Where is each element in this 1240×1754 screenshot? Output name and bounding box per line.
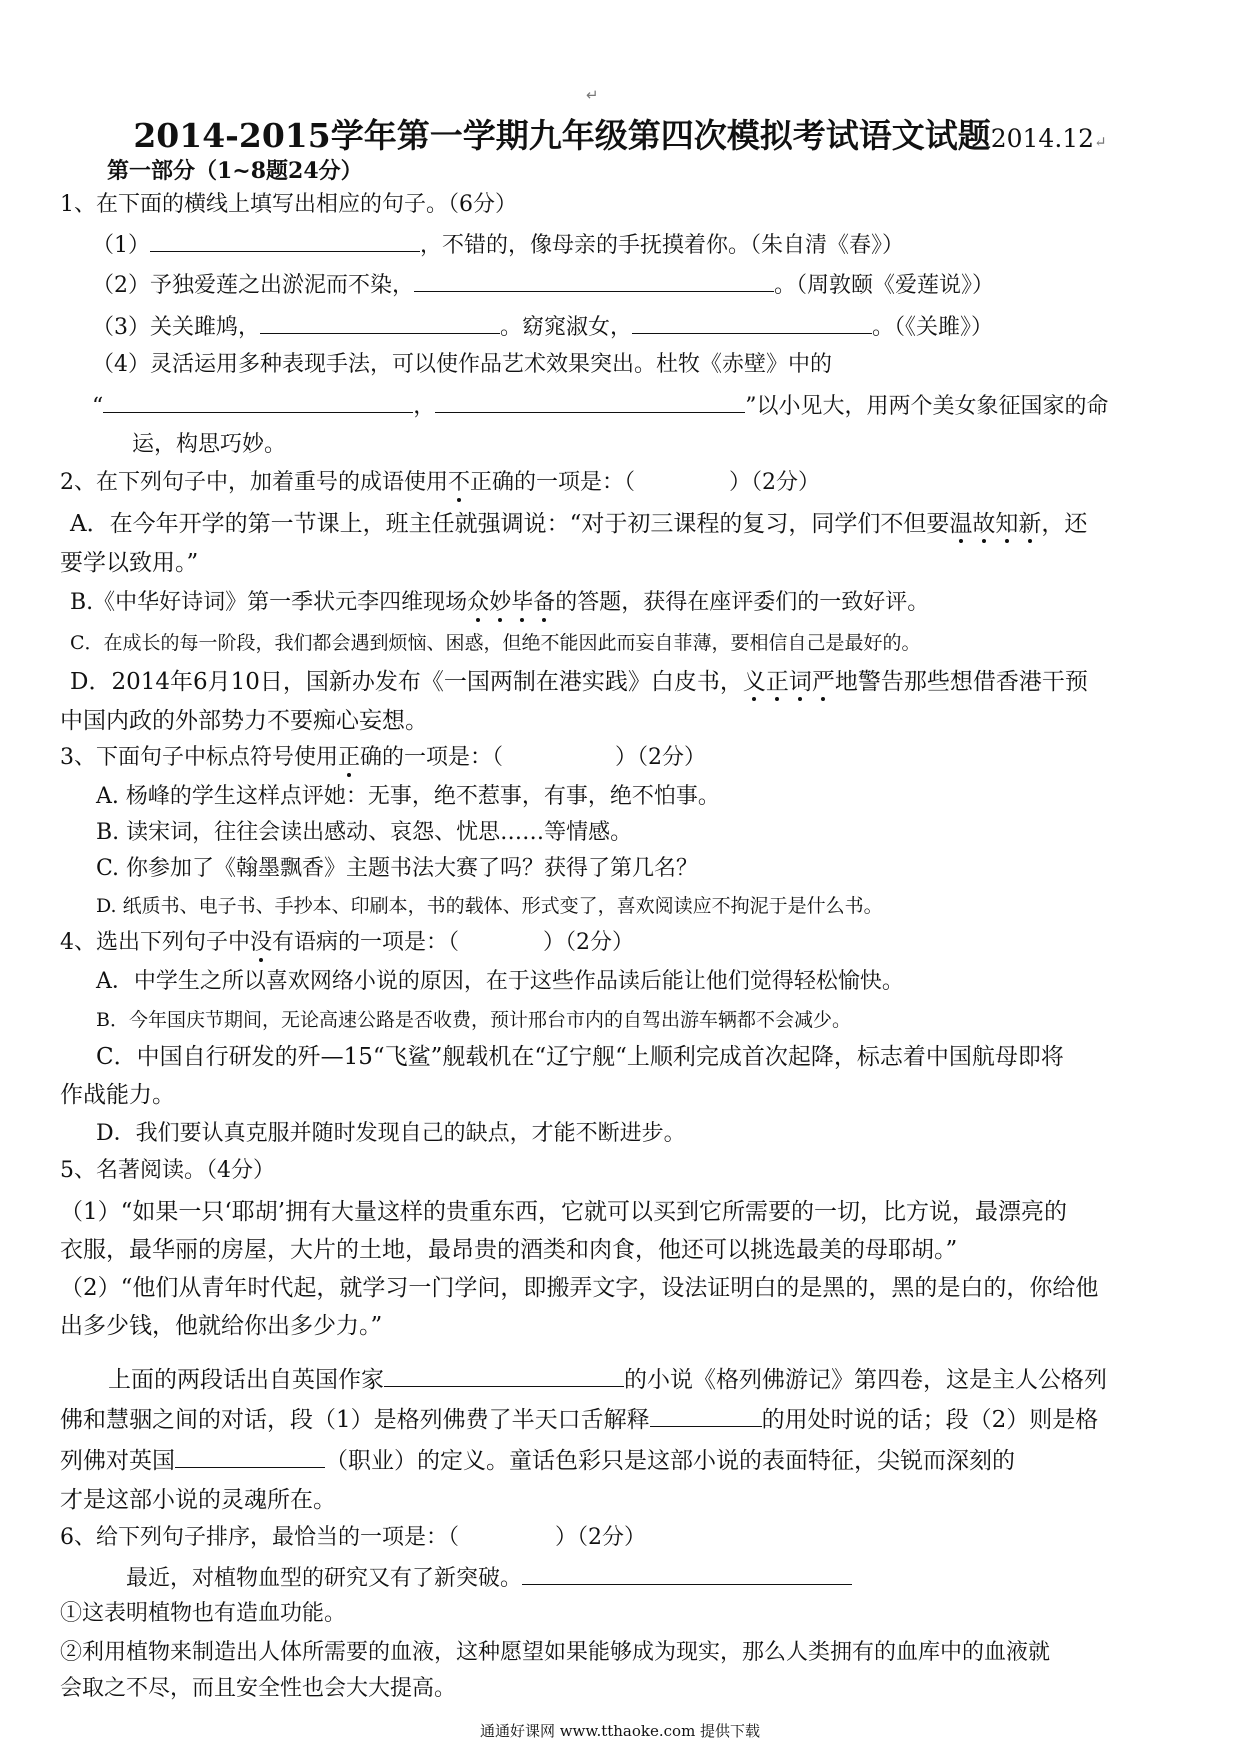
q5-fill-line-2 <box>60 1406 1098 1433</box>
q2-option-b <box>70 590 929 616</box>
q6-sentence-2-cont: 会取之不尽，而且安全性也会大大提高。 <box>60 1676 457 1701</box>
q6-sentence-1: ①这表明植物也有造血功能。 <box>60 1601 347 1626</box>
q5-fill-line-1 <box>108 1366 1107 1393</box>
emphasis-char: 没 <box>250 930 273 955</box>
stem-text: 确的一项是：（ <box>360 745 504 770</box>
exam-title <box>0 110 1240 157</box>
stem-text: 正确的一项是：（ <box>470 470 636 495</box>
q1-stem: 1、在下面的横线上填写出相应的句子。（6分） <box>60 192 517 217</box>
item-text: ，不错的，像母亲的手抚摸着你。（朱自清《春》） <box>420 233 905 258</box>
q1-item-1 <box>92 231 904 259</box>
q4-stem <box>60 930 634 956</box>
answer-blank[interactable] <box>522 1564 852 1585</box>
option-text: 的答题，获得在座评委们的一致好评。 <box>555 590 930 615</box>
answer-blank[interactable] <box>632 313 872 334</box>
q2-option-d <box>70 669 1088 695</box>
answer-blank[interactable] <box>435 392 745 413</box>
q1-item-3 <box>92 313 993 341</box>
q2-option-a-cont: 要学以致用。” <box>60 550 199 576</box>
q5-passage-2-cont: 出多少钱，他就给你出多少力。” <box>60 1313 383 1339</box>
q5-fill-line-4: 才是这部小说的灵魂所在。 <box>60 1487 336 1513</box>
option-text: B.《中华好诗词》第一季状元李四维现场 <box>70 590 468 615</box>
option-text: D．2014年6月10日，国新办发布《一国两制在港实践》白皮书， <box>70 669 743 695</box>
option-text: A．在今年开学的第一节课上，班主任就强调说：“对于初三课程的复习，同学们不但要 <box>70 511 950 537</box>
q6-stem <box>60 1525 646 1551</box>
q4-option-c-cont: 作战能力。 <box>60 1082 175 1108</box>
emphasis-char: 严 <box>811 669 835 695</box>
answer-blank[interactable] <box>260 313 500 334</box>
item-text: 。（《关雎》） <box>872 315 994 340</box>
fill-text: 上面的两段话出自英国作家 <box>108 1367 384 1393</box>
option-text: ，还 <box>1041 511 1088 537</box>
stem-text: 6、给下列句子排序，最恰当的一项是：（ <box>60 1525 459 1550</box>
q3-option-d: D. 纸质书、电子书、手抄本、印刷本，书的载体、形式变了，喜欢阅读应不拘泥于是什么书。 <box>96 895 883 917</box>
emphasis-char: 词 <box>788 669 812 695</box>
emphasis-char: 义 <box>742 669 766 695</box>
q3-option-c: C. 你参加了《翰墨飘香》主题书法大赛了吗？获得了第几名？ <box>96 856 699 881</box>
quote-mark: “ <box>92 394 104 419</box>
lead-text: 最近，对植物血型的研究又有了新突破。 <box>126 1566 523 1591</box>
item-text: ”以小见大，用两个美女象征国家的命 <box>745 394 1109 419</box>
stem-text: 2、在下列句子中，加着重号的成语使用 <box>60 470 448 495</box>
item-text: （3）关关雎鸠， <box>92 315 260 340</box>
q5-passage-1: （1）“如果一只‘耶胡’拥有大量这样的贵重东西，它就可以买到它所需要的一切，比方说，最漂亮的 <box>60 1199 1068 1225</box>
q6-lead <box>126 1564 852 1592</box>
q5-stem: 5、名著阅读。（4分） <box>60 1158 275 1183</box>
item-text: 。窈窕淑女， <box>500 315 633 340</box>
q6-sentence-2: ②利用植物来制造出人体所需要的血液，这种愿望如果能够成为现实，那么人类拥有的血库中的血液就 <box>60 1640 1051 1665</box>
q4-option-d: D．我们要认真克服并随时发现自己的缺点，才能不断进步。 <box>96 1121 686 1146</box>
emphasis-char: 知 <box>995 511 1019 537</box>
q2-stem <box>60 470 820 496</box>
q4-option-b: B．今年国庆节期间，无论高速公路是否收费，预计邢台市内的自驾出游车辆都不会减少。 <box>96 1009 851 1031</box>
emphasis-char: 新 <box>1018 511 1042 537</box>
q1-item-4-cont: 运，构思巧妙。 <box>132 432 287 457</box>
emphasis-char: 妙 <box>489 590 512 615</box>
emphasis-char: 故 <box>972 511 996 537</box>
fill-text: 的用处时说的话；段（2）则是格 <box>761 1407 1099 1433</box>
q1-item-2 <box>92 271 994 299</box>
q3-stem <box>60 745 706 771</box>
emphasis-char: 不 <box>448 470 471 495</box>
emphasis-char: 备 <box>533 590 556 615</box>
emphasis-char: 毕 <box>511 590 534 615</box>
paragraph-mark: ↵ <box>586 86 599 104</box>
emphasis-char: 正 <box>765 669 789 695</box>
q5-fill-line-3 <box>60 1447 1015 1474</box>
q2-option-c: C．在成长的每一阶段，我们都会遇到烦恼、困惑，但绝不能因此而妄自菲薄，要相信自己是最好的。 <box>70 632 921 654</box>
q5-passage-1-cont: 衣服，最华丽的房屋，大片的土地，最昂贵的酒类和肉食，他还可以挑选最美的母耶胡。” <box>60 1237 958 1263</box>
stem-text: ）（2分） <box>555 1525 646 1550</box>
item-text: （2）予独爱莲之出淤泥而不染， <box>92 273 414 298</box>
fill-text: 的小说《格列佛游记》第四卷，这是主人公格列 <box>624 1367 1107 1393</box>
stem-text: ）（2分） <box>615 745 707 770</box>
answer-blank[interactable] <box>150 231 420 252</box>
answer-blank[interactable] <box>414 271 774 292</box>
stem-text: 有语病的一项是：（ <box>272 930 460 955</box>
answer-blank[interactable] <box>384 1366 624 1387</box>
option-text: 地警告那些想借香港干预 <box>834 669 1088 695</box>
title-date: 2014.12 <box>990 124 1095 153</box>
paragraph-mark: ↵ <box>1094 133 1107 151</box>
q3-option-a: A. 杨峰的学生这样点评她：无事，绝不惹事，有事，绝不怕事。 <box>96 784 720 809</box>
fill-text: （职业）的定义。童话色彩只是这部小说的表面特征，尖锐而深刻的 <box>325 1448 1015 1474</box>
q2-option-a <box>70 511 1087 537</box>
q4-option-a: A．中学生之所以喜欢网络小说的原因，在于这些作品读后能让他们觉得轻松愉快。 <box>96 969 904 994</box>
page-footer: 通通好课网 www.tthaoke.com 提供下载 <box>479 1722 761 1740</box>
stem-text: 3、下面句子中标点符号使用 <box>60 745 338 770</box>
answer-blank[interactable] <box>650 1406 762 1427</box>
item-number: （1） <box>92 233 150 258</box>
q2-option-d-cont: 中国内政的外部势力不要痴心妄想。 <box>60 708 428 734</box>
item-text: ， <box>413 394 436 419</box>
answer-blank[interactable] <box>103 392 413 413</box>
q4-option-c: C．中国自行研发的歼—15“飞鲨”舰载机在“辽宁舰“上顺利完成首次起降，标志着中国航母即将 <box>96 1044 1064 1070</box>
q1-item-4-blanks <box>92 392 1109 420</box>
answer-blank[interactable] <box>175 1447 325 1468</box>
fill-text: 列佛对英国 <box>60 1448 175 1474</box>
emphasis-char: 正 <box>338 745 361 770</box>
fill-text: 佛和慧骃之间的对话，段（1）是格列佛费了半天口舌解释 <box>60 1407 650 1433</box>
q1-item-4: （4）灵活运用多种表现手法，可以使作品艺术效果突出。杜牧《赤壁》中的 <box>92 352 832 377</box>
section-heading: 第一部分（1~8题24分） <box>107 158 363 184</box>
stem-text: ）（2分） <box>729 470 821 495</box>
stem-text: 4、选出下列句子中 <box>60 930 250 955</box>
emphasis-char: 众 <box>467 590 490 615</box>
stem-text: ）（2分） <box>543 930 635 955</box>
q5-passage-2: （2）“他们从青年时代起，就学习一门学问，即搬弄文字，设法证明白的是黑的，黑的是白的，你给他 <box>60 1275 1099 1301</box>
item-text: 。（周敦颐《爱莲说》） <box>774 273 995 298</box>
title-main: 2014-2015学年第一学期九年级第四次模拟考试语文试题 <box>133 116 991 155</box>
q3-option-b: B. 读宋词，往往会读出感动、哀怨、忧思……等情感。 <box>96 820 633 845</box>
emphasis-char: 温 <box>949 511 973 537</box>
